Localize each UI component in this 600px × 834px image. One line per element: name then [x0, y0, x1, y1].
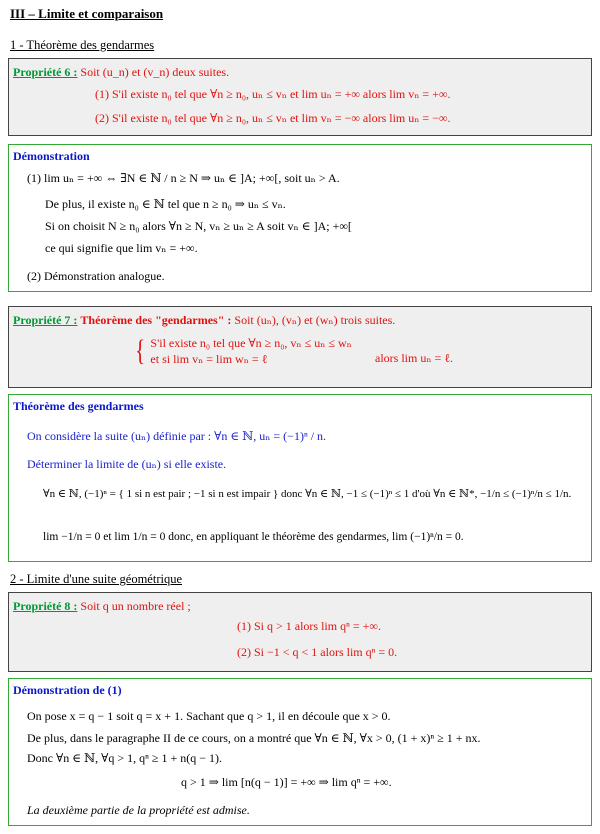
property-8-heading [13, 599, 191, 614]
example-line-1: On considère la suite (uₙ) définie par : ∀n ∈ ℕ, uₙ = (−1)ⁿ / n. [27, 429, 327, 443]
example-gendarmes-box [8, 394, 592, 562]
demonstration-2-line-3: Donc ∀n ∈ ℕ, ∀q > 1, qⁿ ≥ 1 + n(q − 1). [27, 751, 222, 765]
property-7-intro: Soit (uₙ), (vₙ) et (wₙ) trois suites. [234, 313, 396, 327]
example-label: Théorème des gendarmes [13, 399, 144, 413]
property-6-label: Propriété 6 : [13, 65, 78, 79]
property-7-conditions [133, 335, 352, 367]
property-7-title: Théorème des "gendarmes" : [80, 313, 232, 327]
subsection-title-gendarmes: 1 - Théorème des gendarmes [10, 38, 155, 52]
demonstration-2-line-4: q > 1 ⇒ lim [n(q − 1)] = +∞ ⇒ lim qⁿ = +∞. [181, 775, 392, 789]
demonstration-2-label: Démonstration de (1) [13, 683, 122, 697]
brace-symbol: { [135, 334, 146, 368]
property-8-item-2: (2) Si −1 < q < 1 alors lim qⁿ = 0. [237, 645, 398, 659]
demonstration-2-line-1: On pose x = q − 1 soit q = x + 1. Sachant que q > 1, il en découle que x > 0. [27, 709, 391, 723]
property-6-box [8, 58, 592, 136]
property-6-item-2: (2) S'il existe n₀ tel que ∀n ≥ n₀, uₙ ≤ vₙ et lim vₙ = −∞ alors lim uₙ = −∞. [95, 111, 451, 125]
demonstration-2-line-2: De plus, dans le paragraphe II de ce cours, on a montré que ∀n ∈ ℕ, ∀x > 0, (1 + x)ⁿ ≥ 1 + nx. [27, 731, 481, 745]
demonstration-2-line-5: La deuxième partie de la propriété est admise. [27, 803, 250, 817]
property-8-label: Propriété 8 : [13, 599, 78, 613]
property-7-box [8, 306, 592, 388]
demonstration-1-box [8, 144, 592, 292]
demonstration-1-line-3: Si on choisit N ≥ n₀ alors ∀n ≥ N, vₙ ≥ uₙ ≥ A soit vₙ ∈ ]A; +∞[ [45, 219, 352, 233]
property-8-box [8, 592, 592, 672]
demonstration-1-line-1: (1) lim uₙ = +∞ ⇔ ∃N ∈ ℕ / n ≥ N ⇒ uₙ ∈ ]A; +∞[, soit uₙ > A. [27, 171, 340, 185]
subsection-title-geometric: 2 - Limite d'une suite géométrique [10, 572, 182, 586]
property-8-item-1: (1) Si q > 1 alors lim qⁿ = +∞. [237, 619, 381, 633]
demonstration-2-box [8, 678, 592, 826]
property-8-intro: Soit q un nombre réel ; [80, 599, 191, 613]
demonstration-1-line-2: De plus, il existe n₀ ∈ ℕ tel que n ≥ n₀ ⇒ uₙ ≤ vₙ. [45, 197, 286, 211]
property-7-heading [13, 313, 395, 328]
demonstration-1-line-5: (2) Démonstration analogue. [27, 269, 165, 283]
property-7-label: Propriété 7 : [13, 313, 78, 327]
demonstration-1-line-4: ce qui signifie que lim vₙ = +∞. [45, 241, 198, 255]
section-title: III – Limite et comparaison [10, 6, 164, 21]
demonstration-1-label: Démonstration [13, 149, 90, 163]
example-line-2: Déterminer la limite de (uₙ) si elle existe. [27, 457, 227, 471]
property-7-condition-1: S'il existe n₀ tel que ∀n ≥ n₀, vₙ ≤ uₙ ≤ wₙ [150, 336, 352, 350]
property-6-intro: Soit (u_n) et (v_n) deux suites. [80, 65, 230, 79]
property-6-heading [13, 65, 229, 80]
example-line-3: ∀n ∈ ℕ, (−1)ⁿ = { 1 si n est pair ; −1 si n est impair } donc ∀n ∈ ℕ, −1 ≤ (−1)ⁿ ≤ 1 d'où ∀n ∈ ℕ*, −1/n ≤ (−1)ⁿ/n ≤ 1/n. [43, 488, 572, 500]
property-6-item-1: (1) S'il existe n₀ tel que ∀n ≥ n₀, uₙ ≤ vₙ et lim uₙ = +∞ alors lim vₙ = +∞. [95, 87, 451, 101]
example-line-4: lim −1/n = 0 et lim 1/n = 0 donc, en appliquant le théorème des gendarmes, lim (−1)ⁿ/n = 0. [43, 531, 464, 543]
property-7-condition-2: et si lim vₙ = lim wₙ = ℓ [150, 352, 268, 367]
property-7-conclusion: alors lim uₙ = ℓ. [375, 351, 454, 365]
